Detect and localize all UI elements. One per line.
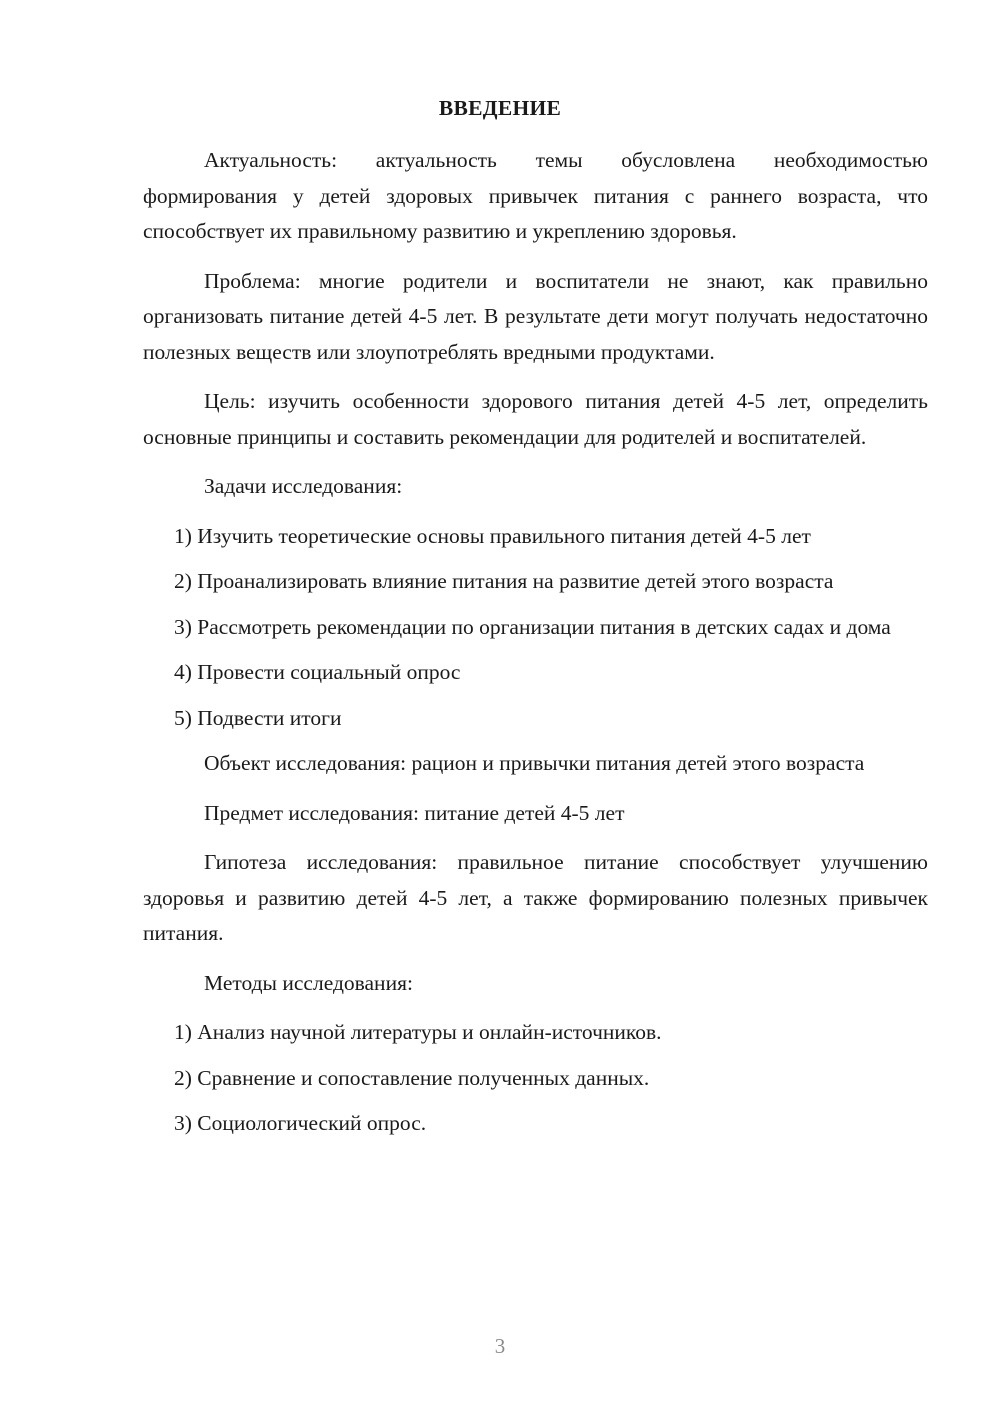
- problem-paragraph: Проблема: многие родители и воспитатели не знают, как правильно организовать питание детей 4-5 лет. В результате дети могут получать недостаточно полезных веществ или злоупотреблять вредными продуктами.: [143, 268, 928, 364]
- method-item: 3) Социологический опрос.: [174, 1111, 427, 1135]
- object-paragraph: Объект исследования: рацион и привычки питания детей этого возраста: [204, 751, 865, 775]
- subject-paragraph: Предмет исследования: питание детей 4-5 лет: [204, 800, 625, 825]
- task-item: 2) Проанализировать влияние питания на развитие детей этого возраста: [174, 569, 834, 593]
- goal-paragraph: Цель: изучить особенности здорового питания детей 4-5 лет, определить основные принципы и составить рекомендации для родителей и воспитателей.: [143, 389, 928, 449]
- hypothesis-paragraph: Гипотеза исследования: правильное питание способствует улучшению здоровья и развитию детей 4-5 лет, а также формированию полезных привычек питания.: [143, 850, 928, 945]
- task-item: 1) Изучить теоретические основы правильного питания детей 4-5 лет: [174, 523, 811, 548]
- page-number: 3: [494, 1334, 506, 1358]
- method-item: 1) Анализ научной литературы и онлайн-источников.: [174, 1020, 662, 1044]
- task-item: 4) Провести социальный опрос: [174, 660, 461, 684]
- section-heading: ВВЕДЕНИЕ: [438, 96, 562, 120]
- task-item: 3) Рассмотреть рекомендации по организации питания в детских садах и дома: [174, 614, 891, 639]
- method-item: 2) Сравнение и сопоставление полученных данных.: [174, 1065, 650, 1090]
- methods-title: Методы исследования:: [204, 970, 413, 995]
- task-item: 5) Подвести итоги: [174, 705, 342, 730]
- document-body: [143, 143, 928, 1152]
- tasks-title: Задачи исследования:: [204, 474, 403, 498]
- relevance-paragraph: Актуальность: актуальность темы обусловлена необходимостью формирования у детей здоровых привычек питания с раннего возраста, что способствует их правильному развитию и укреплению здоровья.: [143, 148, 928, 243]
